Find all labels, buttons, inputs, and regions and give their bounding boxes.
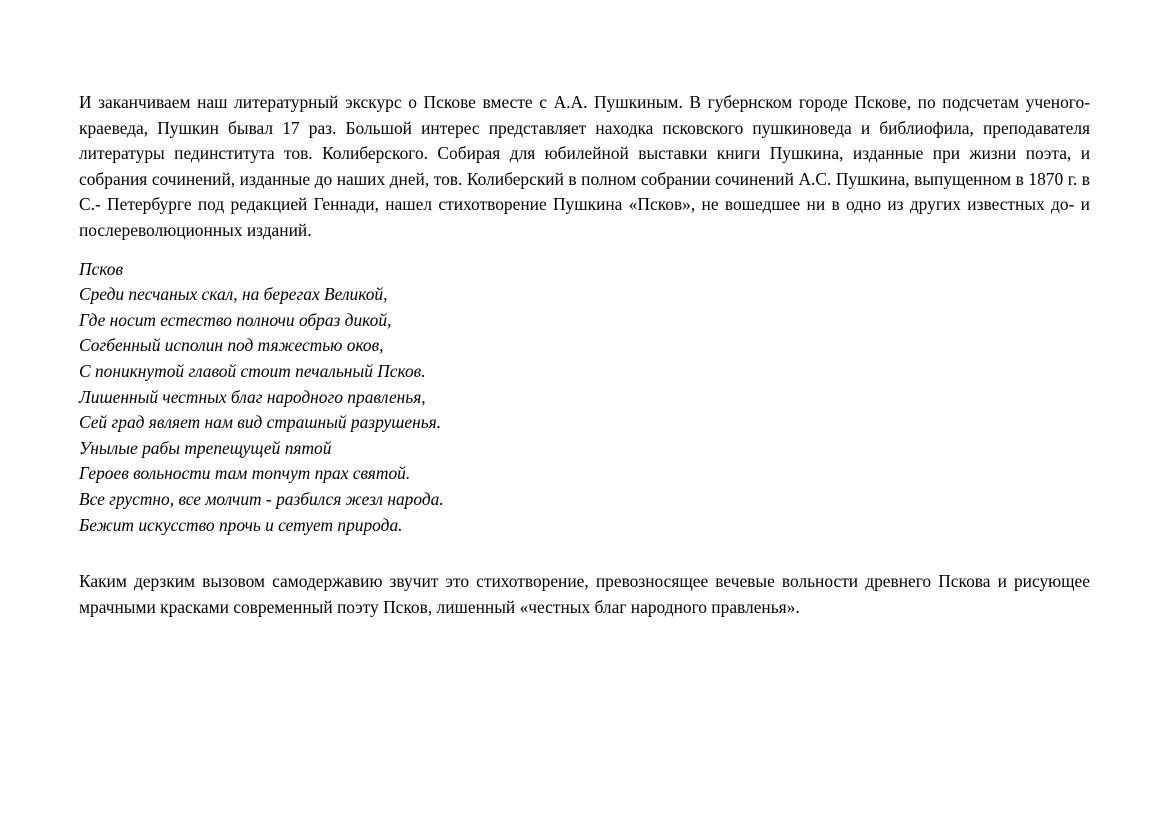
poem-line: Унылые рабы трепещущей пятой <box>79 437 332 458</box>
poem-line: Согбенный исполин под тяжестью оков, <box>79 335 384 356</box>
poem-line: С поникнутой главой стоит печальный Псков. <box>79 360 426 381</box>
poem-line: Героев вольности там топчут прах святой. <box>79 463 411 484</box>
poem-line: Где носит естество полночи образ дикой, <box>79 309 392 330</box>
poem-line: Среди песчаных скал, на берегах Великой, <box>79 284 388 305</box>
poem-line: Все грустно, все молчит - разбился жезл народа. <box>79 488 444 509</box>
closing-paragraph: Каким дерзким вызовом самодержавию звучит это стихотворение, превозносящее вечевые вольности древнего Пскова и рисующее мрачными красками современный поэту Псков, лишенный «честных благ народного правленья». <box>79 571 1090 617</box>
poem <box>79 257 1090 539</box>
poem-line: Бежит искусство прочь и сетует природа. <box>79 514 403 535</box>
poem-line: Лишенный честных благ народного правленья, <box>79 386 426 407</box>
poem-line: Сей град являет нам вид страшный разрушенья. <box>79 412 442 433</box>
document-page <box>79 90 1090 620</box>
poem-title: Псков <box>79 258 123 279</box>
intro-paragraph: И заканчиваем наш литературный экскурс о Пскове вместе с А.А. Пушкиным. В губернском городе Пскове, по подсчетам ученого-краеведа, Пушкин бывал 17 раз. Большой интерес представляет находка псковского пушкиноведа и библиофила, преподавателя литературы пединститута тов. Колиберского. Собирая для юбилейной выставки книги Пушкина, изданные при жизни поэта, и собрания сочинений, изданные до наших дней, тов. Колиберский в полном собрании сочинений А.С. Пушкина, выпущенном в 1870 г. в С.- Петербурге под редакцией Геннади, нашел стихотворение Пушкина «Псков», не вошедшее ни в одно из других известных до- и послереволюционных изданий. <box>79 92 1090 240</box>
